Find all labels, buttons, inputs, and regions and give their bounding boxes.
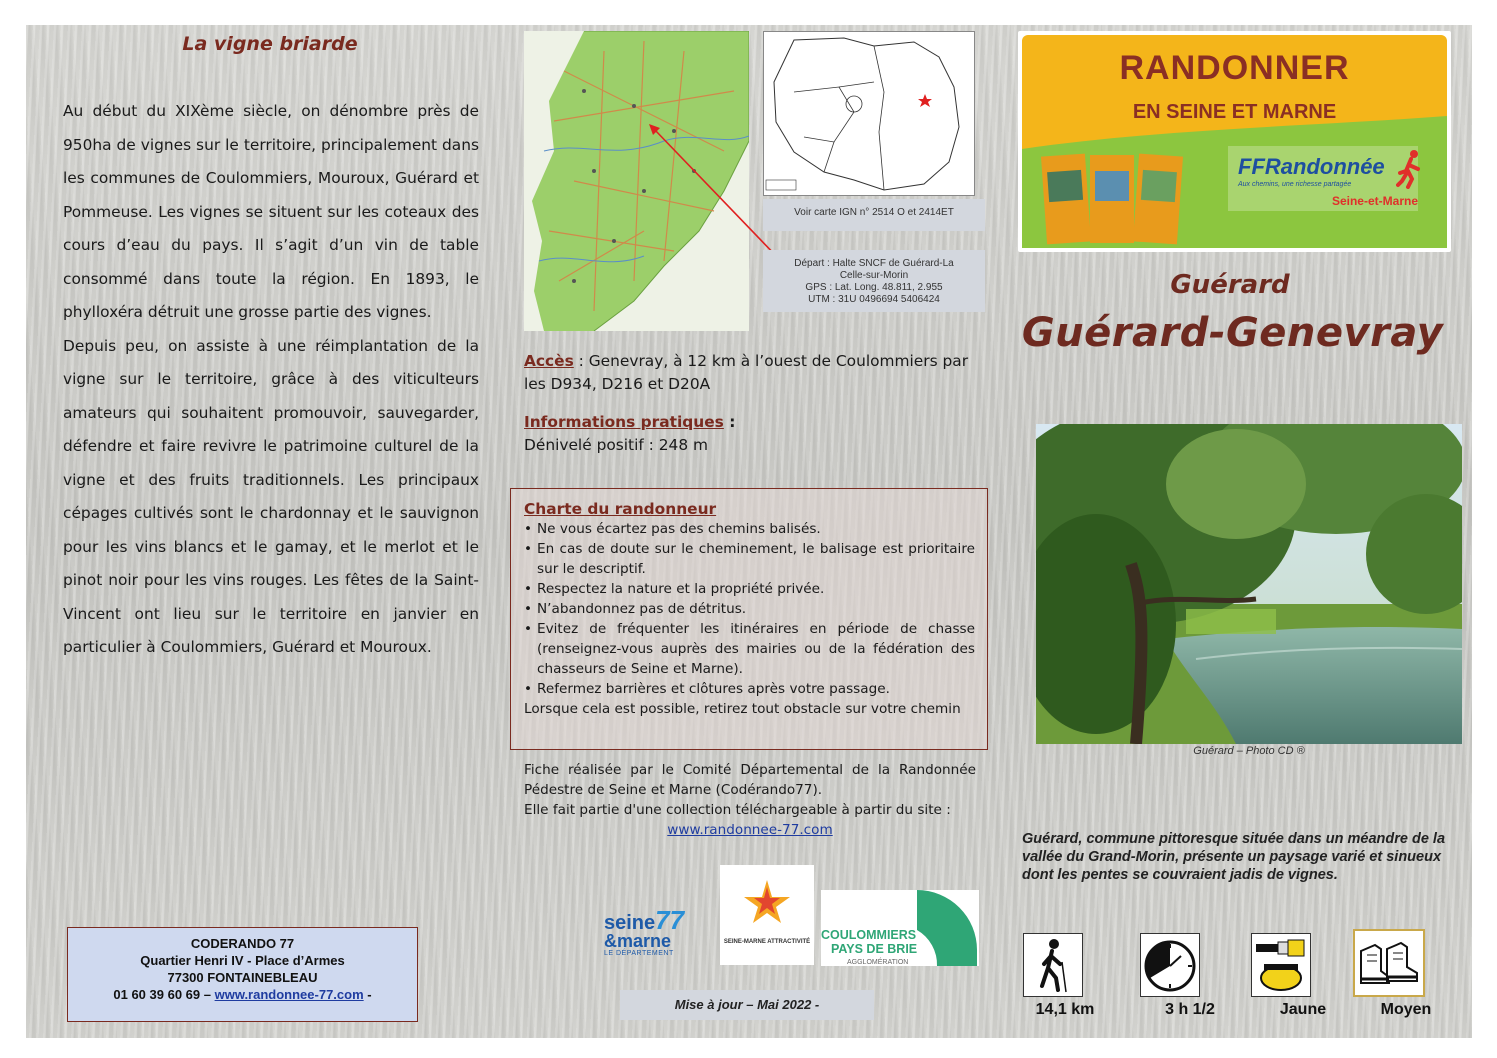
acces-section: [524, 350, 979, 396]
ffr-department: Seine-et-Marne: [1331, 194, 1418, 208]
address-trail: -: [367, 987, 372, 1002]
photo-caption: Guérard – Photo CD ®: [1193, 745, 1305, 757]
logo-coulo-1: COULOMMIERS: [821, 928, 917, 942]
coulommiers-shape-icon: [917, 890, 979, 966]
address-phone: 01 60 39 60 69 –: [113, 987, 211, 1002]
commune-name: Guérard: [1170, 270, 1290, 300]
charte-item: • Respectez la nature et la propriété privée.: [524, 579, 975, 599]
fiche-credits: [524, 760, 976, 840]
fiche-website-link[interactable]: www.randonnee-77.com: [667, 822, 833, 838]
banner-subtitle: EN SEINE ET MARNE: [1132, 101, 1337, 123]
vigne-paragraph-2: Depuis peu, on assiste à une réimplantation de la vigne sur le territoire, grâce à des viticulteurs amateurs qui souhaitent promouvoir, sauvegarder, défendre et faire revivre le patrimoine culturel de la vigne et des fruits traditionnels. Les principaux cépages cultivés sont le chardonnay et le sauvignon pour les vins blancs et le gamay, et le merlot et le pinot noir pour les vins rouges. Les fêtes de la Saint-Vincent ont lieu sur le territoire en janvier en particulier à Coulommiers, Guérard et Mouroux.: [63, 336, 479, 656]
duration-value: 3 h 1/2: [1165, 1001, 1215, 1018]
charte-item: • En cas de doute sur le cheminement, le balisage est prioritaire sur le descriptif.: [524, 539, 975, 579]
fiche-text-2: Elle fait partie d'une collection téléchargeable à partir du site :: [524, 802, 951, 818]
address-box: [67, 927, 418, 1022]
vigne-paragraph-1: Au début du XIXème siècle, on dénombre près de 950ha de vignes sur le territoire, principalement dans les communes de Coulommiers, Mouroux, Guérard et Pommeuse. Les vignes se situent sur les coteaux des cours d’eau du pays. Il s’agit d’un vin de table consommé dans toute la région. En 1893, le phylloxéra détruit une grosse partie des vignes.: [63, 102, 479, 321]
section-title-vigne: La vigne briarde: [182, 33, 358, 55]
charte-item: • Refermez barrières et clôtures après votre passage.: [524, 679, 975, 699]
ign-map-info: Voir carte IGN n° 2514 O et 2414ET: [763, 199, 985, 231]
balisage-value: Jaune: [1279, 1001, 1327, 1018]
ffr-tagline: Aux chemins, une richesse partagée: [1238, 181, 1352, 188]
charte-title: Charte du randonneur: [524, 500, 717, 518]
charte-box: [510, 488, 988, 750]
balisage-pictogram: [1251, 933, 1311, 997]
charte-last-line: Lorsque cela est possible, retirez tout obstacle sur votre chemin: [524, 701, 961, 717]
route-title: Guérard-Genevray: [1021, 310, 1444, 356]
denivele-text: Dénivelé positif : 248 m: [524, 436, 709, 454]
address-line2: 77300 FONTAINEBLEAU: [167, 970, 318, 985]
utm-coordinates: UTM : 31U 0496694 5406424: [808, 294, 940, 305]
departure-line1: Départ : Halte SNCF de Guérard-La: [794, 258, 954, 269]
infos-label: Informations pratiques: [524, 413, 724, 431]
logo-77-sub: SEINE-MARNE ATTRACTIVITÉ: [723, 939, 811, 945]
idf-map-graphic: [764, 32, 974, 195]
logo-coulo-3: AGGLOMÉRATION: [847, 959, 909, 966]
logo-coulo-2: PAYS DE BRIE: [831, 942, 918, 956]
river-landscape-image: [1036, 424, 1462, 744]
update-date: Mise à jour – Mai 2022 -: [620, 990, 874, 1020]
acces-text: : Genevray, à 12 km à l’ouest de Coulommiers par les D934, D216 et D20A: [524, 352, 969, 393]
logo-seine-sub: LE DÉPARTEMENT: [604, 950, 674, 957]
charte-list: [524, 519, 975, 699]
address-contact: [68, 986, 417, 1003]
difficulty-value: Moyen: [1380, 1001, 1432, 1018]
coulommiers-logo: [821, 890, 979, 966]
distance-pictogram: [1023, 933, 1083, 997]
infos-colon: :: [723, 413, 736, 431]
vigne-text: [63, 95, 479, 665]
difficulty-pictogram: [1353, 929, 1425, 997]
logo-seine-mid: &marne: [604, 931, 672, 951]
gps-coordinates: GPS : Lat. Long. 48.811, 2.955: [805, 282, 943, 293]
departure-line2: Celle-sur-Morin: [839, 270, 909, 281]
attractivite-star-icon: [720, 865, 814, 935]
hiker-icon: [1024, 934, 1082, 996]
duration-pictogram: [1140, 933, 1200, 997]
logo-seine-top: seine: [604, 912, 656, 934]
distance-value: 14,1 km: [1035, 1001, 1095, 1018]
attractivite-logo: [720, 865, 814, 965]
boots-icon: [1355, 931, 1423, 995]
charte-item: • Ne vous écartez pas des chemins balisés.: [524, 519, 975, 539]
ile-de-france-map: [763, 31, 975, 196]
fiche-text: Fiche réalisée par le Comité Départemental de la Randonnée Pédestre de Seine et Marne (Codérando77).: [524, 762, 976, 798]
ffr-logo-text: FFRandonnée: [1238, 154, 1385, 179]
charte-item: • N’abandonnez pas de détritus.: [524, 599, 975, 619]
address-website-link[interactable]: www.randonnee-77.com: [214, 987, 364, 1002]
address-line1: Quartier Henri IV - Place d’Armes: [140, 953, 345, 968]
charte-item: • Evitez de fréquenter les itinéraires en période de chasse (renseignez-vous auprès des mairies ou de la fédération des chasseurs de Seine et Marne).: [524, 619, 975, 679]
banner-title: RANDONNER: [1119, 49, 1350, 87]
commune-description: Guérard, commune pittoresque située dans un méandre de la vallée du Grand-Morin, présente un paysage varié et sinueux dont les pentes se couvraient jadis de vignes.: [1022, 831, 1446, 883]
clock-icon: [1141, 934, 1199, 996]
address-name: CODERANDO 77: [190, 936, 295, 951]
infos-section: [524, 411, 979, 457]
acces-label: Accès: [524, 352, 574, 370]
paint-brush-icon: [1252, 934, 1310, 996]
logo-seine-num: 77: [655, 905, 685, 935]
seine-et-marne-logo: [604, 903, 702, 965]
departure-info: [763, 250, 985, 312]
guerard-photo: [1036, 424, 1462, 744]
randonner-banner: [1018, 31, 1451, 252]
